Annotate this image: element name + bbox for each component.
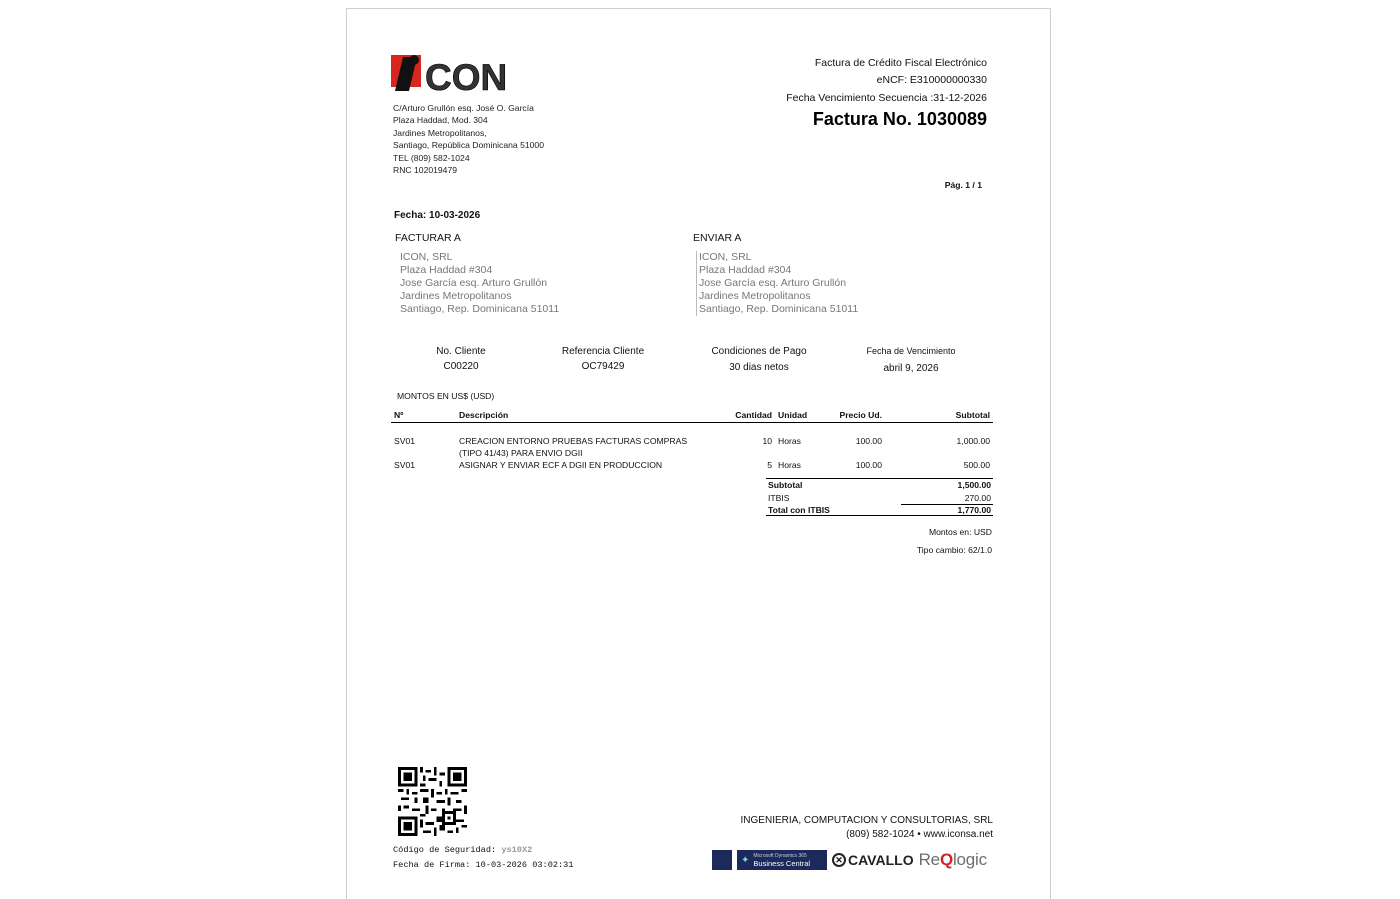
- qr-code: [398, 767, 467, 836]
- row-unit: Horas: [778, 435, 801, 446]
- row-price: 100.00: [855, 459, 882, 470]
- address-line: C/Arturo Grullón esq. José O. García: [393, 103, 534, 113]
- ship-to-label: ENVIAR A: [693, 232, 742, 244]
- table-row: [391, 459, 993, 471]
- info-value: abril 9, 2026: [883, 363, 939, 374]
- currency-note: MONTOS EN US$ (USD): [397, 391, 495, 401]
- col-no: Nº: [391, 409, 456, 423]
- col-description: Descripción: [456, 409, 721, 423]
- due-date: [851, 344, 971, 376]
- col-quantity: Cantidad: [721, 409, 775, 423]
- exchange-rate: Tipo cambio: 62/1.0: [916, 545, 992, 555]
- table-row: [391, 435, 993, 459]
- microsoft-badge: [712, 850, 732, 870]
- amounts-currency: Montos en: USD: [928, 527, 992, 537]
- ship-to-line: Jose García esq. Arturo Grullón: [696, 277, 858, 290]
- ship-to-address: [696, 251, 858, 316]
- col-price: Precio Ud.: [833, 409, 885, 423]
- row-subtotal: 500.00: [963, 459, 990, 470]
- ship-to-line: ICON, SRL: [696, 251, 858, 264]
- ship-to-line: Jardines Metropolitanos: [696, 290, 858, 303]
- info-value: 30 dias netos: [729, 362, 789, 373]
- row-no: SV01: [394, 459, 416, 470]
- bill-to-line: Jose García esq. Arturo Grullón: [400, 277, 548, 289]
- bill-to-line: Plaza Haddad #304: [400, 264, 493, 276]
- table-header-row: [391, 409, 993, 423]
- row-description: CREACION ENTORNO PRUEBAS FACTURAS COMPRAS (TIPO 41/43) PARA ENVIO DGII: [459, 435, 688, 458]
- row-unit: Horas: [778, 459, 801, 470]
- reqlogic-text-3: logic: [952, 850, 987, 869]
- business-central-badge: [737, 850, 827, 870]
- address-line: Plaza Haddad, Mod. 304: [393, 115, 488, 126]
- col-subtotal: Subtotal: [885, 409, 993, 423]
- badge-bc-text: Business Central: [753, 859, 811, 868]
- logo-text: CON: [425, 57, 508, 95]
- page-number: Pág. 1 / 1: [944, 180, 982, 190]
- bill-to-address: [400, 251, 559, 316]
- sequence-due-date: Fecha Vencimiento Secuencia :31-12-2026: [786, 92, 987, 104]
- subtotal-row: [766, 478, 993, 492]
- reqlogic-text-2: Q: [939, 850, 953, 869]
- row-no: SV01: [394, 435, 416, 446]
- items-table: [391, 409, 993, 471]
- invoice-page: [346, 8, 1051, 899]
- cavallo-badge: [832, 852, 914, 868]
- reqlogic-badge: [919, 850, 987, 870]
- info-value: C00220: [443, 361, 479, 372]
- payment-terms: [699, 344, 819, 375]
- subtotal-value: 1,500.00: [957, 480, 991, 490]
- row-description: ASIGNAR Y ENVIAR ECF A DGII EN PRODUCCION: [459, 459, 663, 470]
- info-label: No. Cliente: [436, 346, 486, 357]
- partner-badges: [712, 849, 987, 871]
- ship-to-line: Plaza Haddad #304: [696, 264, 858, 277]
- info-value: OC79429: [581, 361, 625, 372]
- total-label: Total con ITBIS: [768, 505, 830, 515]
- subtotal-label: Subtotal: [768, 480, 803, 490]
- business-central-icon: ✦: [741, 854, 750, 866]
- reqlogic-text-1: Re: [918, 850, 940, 869]
- row-quantity: 10: [762, 435, 772, 446]
- total-value: 1,770.00: [957, 505, 991, 515]
- info-label: Condiciones de Pago: [711, 346, 807, 357]
- bill-to-line: Jardines Metropolitanos: [400, 290, 512, 302]
- invoice-title: Factura No. 1030089: [812, 109, 987, 129]
- signature-date: Fecha de Firma: 10-03-2026 03:02:31: [393, 860, 574, 870]
- address-line: Jardines Metropolitanos,: [393, 127, 487, 138]
- invoice-date: Fecha: 10-03-2026: [394, 210, 481, 221]
- encf: eNCF: E310000000330: [876, 74, 987, 86]
- info-label: Fecha de Vencimiento: [866, 346, 956, 356]
- document-header: [786, 55, 987, 107]
- company-contact: (809) 582-1024 • www.iconsa.net: [846, 829, 993, 840]
- security-info: [393, 843, 574, 873]
- col-unit: Unidad: [775, 409, 833, 423]
- itbis-row: [766, 492, 993, 505]
- row-subtotal: 1,000.00: [956, 435, 990, 446]
- itbis-value: 270.00: [964, 492, 991, 503]
- address-line: TEL (809) 582-1024: [393, 152, 470, 163]
- info-label: Referencia Cliente: [561, 346, 645, 357]
- row-price: 100.00: [855, 435, 882, 446]
- company-name: INGENIERIA, COMPUTACION Y CONSULTORIAS, SRL: [740, 815, 993, 826]
- customer-number: [401, 344, 521, 374]
- security-code: ys10X2: [501, 845, 533, 855]
- bill-to-line: Santiago, Rep. Dominicana 51011: [400, 303, 560, 315]
- icon-logo: [389, 51, 524, 95]
- customer-reference: [543, 344, 663, 374]
- totals-block: [766, 478, 993, 517]
- cavallo-icon: ✕: [832, 853, 846, 867]
- row-quantity: 5: [767, 459, 772, 470]
- security-code-label: Código de Seguridad:: [393, 845, 497, 855]
- address-line: RNC 102019479: [393, 165, 458, 176]
- bill-to-line: ICON, SRL: [400, 251, 453, 263]
- security-code-line: [393, 843, 574, 858]
- cavallo-text: CAVALLO: [848, 852, 914, 868]
- itbis-label: ITBIS: [768, 492, 790, 503]
- company-address: [393, 102, 544, 176]
- badge-ms-text: Microsoft Dynamics 365: [753, 853, 807, 859]
- bill-to-label: FACTURAR A: [395, 232, 461, 244]
- footer-company: [741, 814, 993, 842]
- doc-type: Factura de Crédito Fiscal Electrónico: [814, 57, 987, 69]
- address-line: Santiago, República Dominicana 51000: [393, 140, 544, 151]
- ship-to-line: Santiago, Rep. Dominicana 51011: [696, 303, 858, 316]
